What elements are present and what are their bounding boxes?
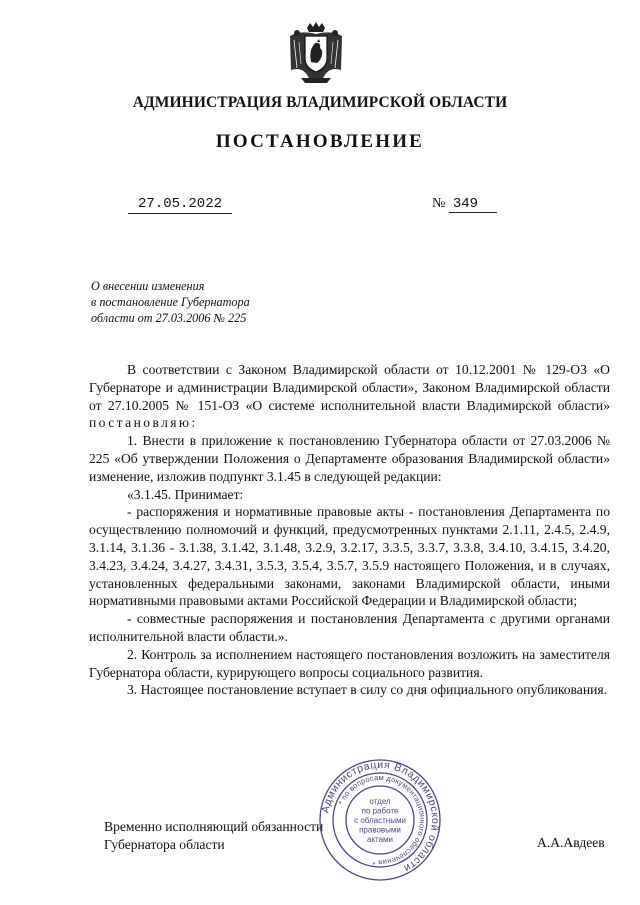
item-2: 2. Контроль за исполнением настоящего постановления возложить на заместителя Губернатора области, курирующего вопросы социального развития.: [89, 646, 610, 680]
organization-name: АДМИНИСТРАЦИЯ ВЛАДИМИРСКОЙ ОБЛАСТИ: [132, 94, 508, 111]
number-label: №: [432, 196, 446, 211]
svg-text:с областными: с областными: [354, 816, 406, 825]
document-number: [432, 196, 497, 213]
preamble-text: В соответствии с Законом Владимирской области от 10.12.2001 № 129-ОЗ «О Губернаторе и администрации Владимирской области», Законом Владимирской области от 27.10.2005 № 151-ОЗ «О системе исполнительной власти Владимирской области»: [89, 362, 610, 413]
document-type-title: ПОСТАНОВЛЕНИЕ: [215, 131, 425, 152]
document-body: [89, 361, 610, 699]
signatory-position: [104, 818, 323, 854]
quote-start: «3.1.45. Принимает:: [127, 486, 244, 502]
decree-word: постановляю:: [89, 415, 198, 431]
number-value: 349: [449, 196, 497, 213]
svg-text:отдел: отдел: [369, 797, 391, 806]
signatory-position-line: Временно исполняющий обязанности: [104, 819, 324, 834]
signatory-position-line: Губернатора области: [104, 837, 225, 852]
signatory-name: А.А.Авдеев: [537, 835, 605, 850]
subject-line: в постановление Губернатора: [91, 295, 250, 309]
item-3: 3. Настоящее постановление вступает в силу со дня официального опубликования.: [127, 682, 608, 698]
coat-of-arms-icon: [287, 22, 345, 84]
item-1: 1. Внести в приложение к постановлению Губернатора области от 27.03.2006 № 225 «Об утверждении Положения о Департаменте образования Владимирской области» изменение, изложив подпункт 3.1.45 в следующей редакции:: [89, 433, 610, 484]
svg-text:правовыми: правовыми: [359, 825, 401, 835]
document-subject: [91, 278, 331, 326]
svg-text:Администрация Владимирской обл: Администрация Владимирской области: [319, 758, 442, 875]
official-stamp-icon: [318, 758, 442, 882]
svg-text:по работе: по работе: [361, 806, 399, 816]
subject-line: области от 27.03.2006 № 225: [91, 311, 247, 325]
svg-text:актами: актами: [366, 835, 394, 844]
document-date: 27.05.2022: [128, 196, 232, 214]
preamble-paragraph: [89, 361, 610, 432]
bullet-1: - распоряжения и нормативные правовые акты - постановления Департамента по осуществлению полномочий и функций, предусмотренных пунктами 2.1.11, 2.4.5, 2.4.9, 3.1.14, 3.1.36 - 3.1.38, 3.1.42, 3.1.48, 3.2.9, 3.2.17, 3.3.5, 3.3.7, 3.3.8, 3.4.10, 3.4.15, 3.4.20, 3.4.23, 3.4.24, 3.4.27, 3.4.31, 3.5.3, 3.5.4, 3.5.7, 3.5.9 настоящего Положения, и в случаях, установленных федеральными законами, законами Владимирской области, иными нормативными правовыми актами Российской Федерации и Владимирской области;: [89, 504, 610, 609]
subject-line: О внесении изменения: [91, 279, 205, 293]
svg-text:* по вопросам документационног: * по вопросам документационного обеспечения *: [336, 772, 428, 868]
bullet-2: - совместные распоряжения и постановления Департамента с другими органами исполнительной власти области.».: [89, 611, 610, 644]
